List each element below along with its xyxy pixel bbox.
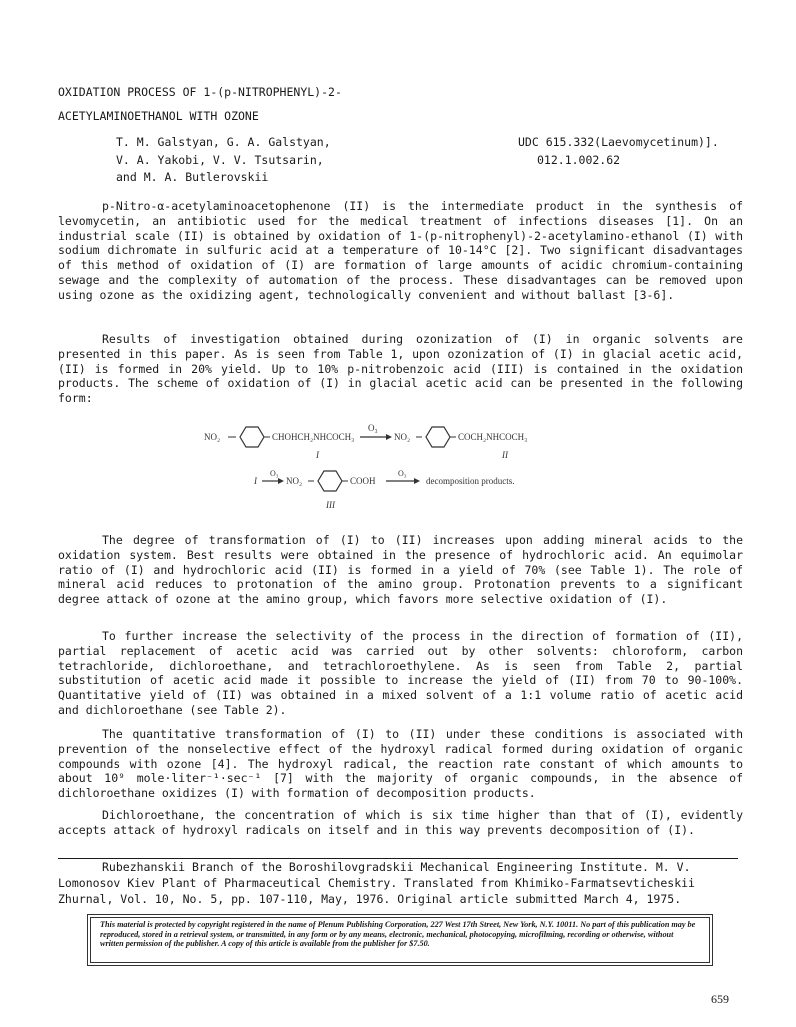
scheme-no2-left: NO₂ <box>204 432 221 442</box>
benzene-ring-icon <box>426 427 450 447</box>
title-line-2: ACETYLAMINOETHANOL WITH OZONE <box>58 109 259 123</box>
reaction-scheme <box>200 418 600 518</box>
udc-line-2: 012.1.002.62 <box>537 152 621 167</box>
scheme-reagent-2: O₃ <box>270 469 279 478</box>
scheme-start-I: I <box>254 476 257 486</box>
author-list <box>116 134 331 187</box>
scheme-label-II: II <box>502 450 508 460</box>
scheme-chain-I: CHOHCH₂NHCOCH₃ <box>272 432 355 442</box>
footnote-line-2: Lomonosov Kiev Plant of Pharmaceutical Chemistry. Translated from Khimiko-Farmatsevticheskii <box>58 876 695 890</box>
article-title <box>58 80 342 128</box>
paragraph-2: Results of investigation obtained during ozonization of (I) in organic solvents are presented in this paper. As is seen from Table 1, upon ozonization of (I) in glacial acetic acid, (II) is formed in 20% yield. Up to 10% p-nitrobenzoic acid (III) is contained in the oxidation products. The scheme of oxidation of (I) in glacial acetic acid can be presented in the following form: <box>58 332 743 406</box>
scheme-label-III: III <box>326 500 335 510</box>
footnote-line-3: Zhurnal, Vol. 10, No. 5, pp. 107-110, May, 1976. Original article submitted March 4, 1975. <box>58 892 682 906</box>
scheme-label-I: I <box>316 450 319 460</box>
scheme-cooh: COOH <box>350 476 376 486</box>
scheme-products: decomposition products. <box>426 476 515 486</box>
paragraph-1: p-Nitro-α-acetylaminoacetophenone (II) is the intermediate product in the synthesis of levomycetin, an antibiotic used for the medical treatment of infections diseases [1]. On an industrial scale (II) is obtained by oxidation of 1-(p-nitrophenyl)-2-acetylamino-ethanol (I) with sodium dichromate in sulfuric acid at a temperature of 10-14°C [2]. Two significant disadvantages of this method of oxidation of (I) are formation of large amounts of acidic chromium-containing sewage and the complexity of automation of the process. These disadvantages can be removed upon using ozone as the oxidizing agent, technologically convenient and without ballast [3-6]. <box>58 199 743 302</box>
page-number: 659 <box>711 992 729 1006</box>
benzene-ring-icon <box>318 471 342 491</box>
scheme-no2-right: NO₂ <box>394 432 411 442</box>
scheme-chain-II: COCH₂NHCOCH₃ <box>458 432 528 442</box>
arrow-icon <box>414 478 420 484</box>
footnote <box>58 859 743 907</box>
scheme-no2-III: NO₂ <box>286 476 303 486</box>
paragraph-4: To further increase the selectivity of the process in the direction of formation of (II), partial replacement of acetic acid was carried out by other solvents: chloroform, carbon tetrachloride, dichloroethane, and tetrachloroethylene. As is seen from Table 2, partial substitution of acetic acid made it possible to increase the yield of (II) from 70 to 90-100%. Quantitative yield of (II) was obtained in a mixed solvent of a 1:1 volume ratio of acetic acid and dichloroethane (see Table 2). <box>58 629 743 717</box>
scheme-reagent-1: O₃ <box>368 423 378 433</box>
paragraph-6: Dichloroethane, the concentration of which is six time higher than that of (I), evidently accepts attack of hydroxyl radicals on itself and in this way prevents decomposition of (I). <box>58 808 743 837</box>
udc-line-1: UDC 615.332(Laevomycetinum)]. <box>518 135 719 149</box>
title-line-1: OXIDATION PROCESS OF 1-(p-NITROPHENYL)-2- <box>58 85 342 99</box>
arrow-icon <box>386 434 392 440</box>
benzene-ring-icon <box>240 427 264 447</box>
copyright-box <box>87 914 713 966</box>
paragraph-3: The degree of transformation of (I) to (II) increases upon adding mineral acids to the oxidation system. Best results were obtained in the presence of hydrochloric acid. An equimolar ratio of (I) and hydrochloric acid (II) is formed in a yield of 70% (see Table 1). The role of mineral acid reduces to protonation of the amino group. Protonation prevents to a significant degree attack of ozone at the amino group, which favors more selective oxidation of (I). <box>58 533 743 607</box>
author-line-1: T. M. Galstyan, G. A. Galstyan, <box>116 135 331 149</box>
udc-code <box>518 134 719 169</box>
copyright-notice: This material is protected by copyright registered in the name of Plenum Publishing Corporation, 227 West 17th Street, New York, N.Y. 10011. No part of this publication may be reproduced, stored in a retrieval system, or transmitted, in any form or by any means, electronic, mechanical, photocopying, microfilming, recording or otherwise, without written permission of the publisher. A copy of this article is available from the publisher for $7.50. <box>100 920 696 948</box>
footnote-line-1: Rubezhanskii Branch of the Boroshilovgradskii Mechanical Engineering Institute. M. V. <box>102 860 691 874</box>
scheme-reagent-3: O₃ <box>398 469 407 478</box>
paragraph-5: The quantitative transformation of (I) to (II) under these conditions is associated with prevention of the nonselective effect of the hydroxyl radical formed during oxidation of organic compounds with ozone [4]. The hydroxyl radical, the reaction rate constant of which amounts to about 10⁹ mole·liter⁻¹·sec⁻¹ [7] with the majority of organic compounds, in the absence of dichloroethane oxidizes (I) with formation of decomposition products. <box>58 727 743 801</box>
author-line-2: V. A. Yakobi, V. V. Tsutsarin, <box>116 152 324 167</box>
author-line-3: and M. A. Butlerovskii <box>116 170 269 184</box>
arrow-icon <box>278 478 284 484</box>
